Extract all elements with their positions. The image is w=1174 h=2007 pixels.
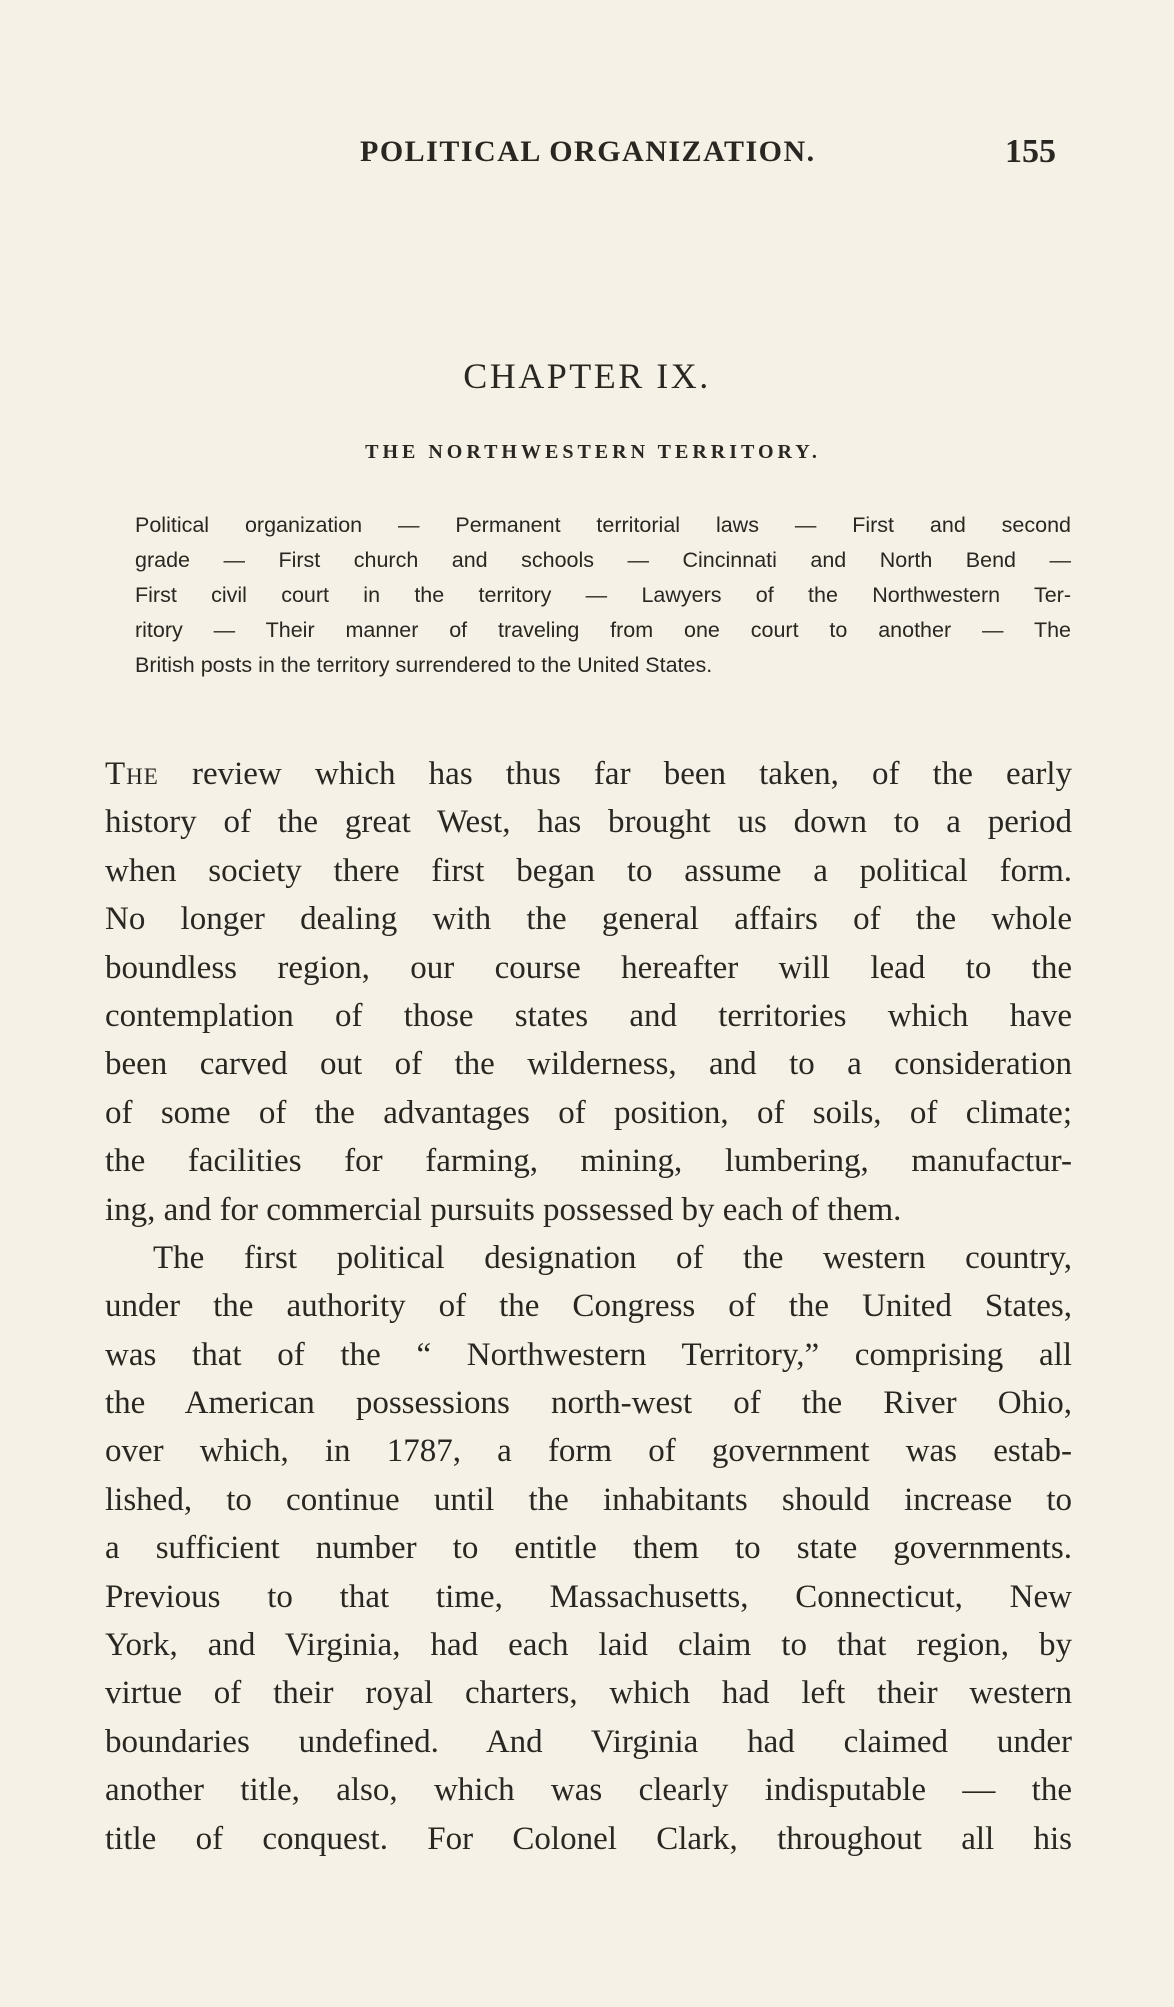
running-head — [0, 135, 1174, 179]
summary-line: Political organization — Permanent territorial laws — First and second — [135, 513, 1071, 537]
body-line: the American possessions north-west of the River Ohio, — [105, 1385, 1072, 1422]
body-line: boundaries undefined. And Virginia had claimed under — [105, 1723, 1072, 1760]
body-line: contemplation of those states and territories which have — [105, 997, 1072, 1034]
body-line: No longer dealing with the general affairs of the whole — [105, 901, 1072, 938]
chapter-title: CHAPTER IX. — [463, 356, 711, 396]
body-line-text: review which has thus far been taken, of the early — [191, 756, 1072, 792]
body-line: Previous to that time, Massachusetts, Connecticut, New — [105, 1578, 1072, 1615]
body-line: ing, and for commercial pursuits possessed by each of them. — [105, 1191, 902, 1228]
body-line: York, and Virginia, had each laid claim to that region, by — [105, 1627, 1072, 1664]
summary-line: British posts in the territory surrendered to the United States. — [135, 653, 713, 677]
summary-line: grade — First church and schools — Cincinnati and North Bend — — [135, 548, 1071, 572]
chapter-summary — [135, 508, 1071, 683]
body-line: over which, in 1787, a form of government was estab- — [105, 1433, 1072, 1470]
body-line: was that of the “ Northwestern Territory,” comprising all — [105, 1336, 1072, 1373]
chapter-subtitle: THE NORTHWESTERN TERRITORY. — [365, 441, 821, 463]
summary-line: First civil court in the territory — Lawyers of the Northwestern Ter- — [135, 583, 1071, 607]
body-line: history of the great West, has brought us down to a period — [105, 804, 1072, 841]
body-line: virtue of their royal charters, which had left their western — [105, 1675, 1072, 1712]
summary-line: ritory — Their manner of traveling from one court to another — The — [135, 618, 1071, 642]
body-line: a sufficient number to entitle them to state governments. — [105, 1530, 1072, 1567]
body-line: boundless region, our course hereafter will lead to the — [105, 949, 1072, 986]
running-title: POLITICAL ORGANIZATION. — [360, 135, 816, 168]
body-line: been carved out of the wilderness, and to a consideration — [105, 1046, 1072, 1083]
body-line: when society there first began to assume a political form. — [105, 852, 1072, 889]
body-text — [105, 750, 1072, 1863]
body-line: of some of the advantages of position, of soils, of climate; — [105, 1094, 1072, 1131]
body-line: the facilities for farming, mining, lumbering, manufactur- — [105, 1143, 1072, 1180]
body-line — [105, 750, 1072, 798]
opening-word: The — [105, 756, 159, 792]
body-line: The first political designation of the western country, — [153, 1239, 1072, 1276]
body-line: another title, also, which was clearly indisputable — the — [105, 1772, 1072, 1809]
page-number: 155 — [1005, 133, 1056, 170]
body-line: title of conquest. For Colonel Clark, throughout all his — [105, 1820, 1072, 1857]
body-line: lished, to continue until the inhabitants should increase to — [105, 1481, 1072, 1518]
body-line: under the authority of the Congress of the United States, — [105, 1288, 1072, 1325]
